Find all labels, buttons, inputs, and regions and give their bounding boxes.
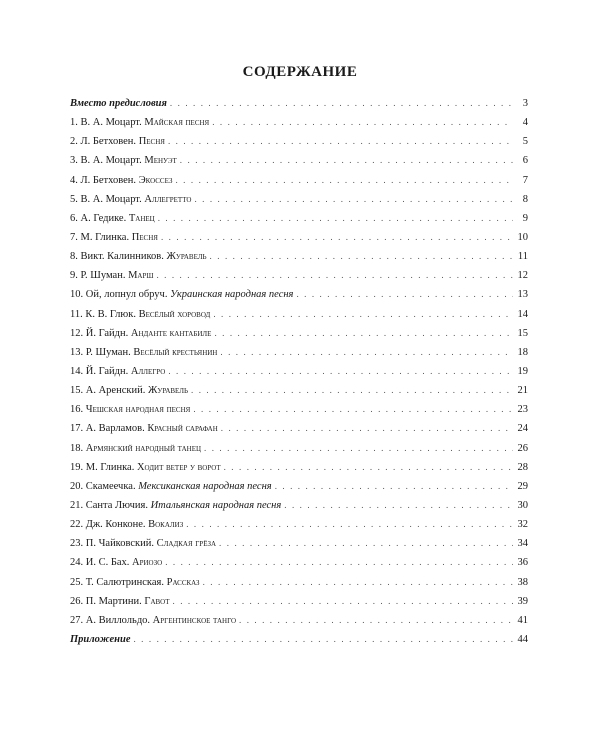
toc-entry-page: 21 [517, 385, 528, 397]
toc-entry [70, 343, 528, 362]
toc-entry [70, 190, 528, 209]
toc-entry-page: 10 [517, 231, 528, 243]
toc-entry-title: Красный сарафан [147, 423, 218, 435]
toc-entry-title: Танец [128, 212, 155, 224]
toc-entry-page: 29 [517, 480, 528, 492]
toc-entry [70, 151, 528, 170]
toc-entry-title: Приложение [70, 633, 131, 645]
toc-entry-page: 26 [517, 442, 528, 454]
toc-entry [70, 439, 528, 458]
toc-entry-number: 11. [70, 308, 86, 320]
toc-entry-label [70, 151, 177, 170]
toc-entry-author: В. А. Моцарт. [80, 193, 145, 205]
toc-entry-number: 22. [70, 519, 86, 531]
toc-entry-page: 5 [522, 136, 528, 148]
toc-entry-page: 3 [522, 98, 528, 109]
toc-entry-page: 9 [522, 212, 528, 224]
toc-entry [70, 381, 528, 400]
toc-entry-author: В. А. Моцарт. [80, 117, 145, 129]
toc-entry-title: Марш [128, 270, 154, 282]
toc-entry-label [70, 285, 293, 304]
toc-entry [70, 362, 528, 381]
toc-entry-page: 23 [517, 404, 528, 416]
toc-entry-number: 4. [70, 174, 81, 186]
toc-entry-number: 25. [70, 576, 86, 588]
toc-entry [70, 553, 528, 572]
toc-entry-page: 28 [517, 461, 528, 473]
toc-entry-page: 39 [517, 595, 528, 607]
dot-leader [224, 458, 513, 477]
toc-entry [70, 630, 528, 649]
toc-entry-page: 13 [517, 289, 528, 301]
toc-entry-author: А. Гедике. [80, 212, 129, 224]
toc-entry-label [70, 171, 172, 190]
toc-entry [70, 515, 528, 534]
dot-leader [219, 534, 513, 553]
toc-entry-number: 19. [70, 461, 86, 473]
dot-leader [180, 151, 513, 170]
dot-leader [168, 132, 513, 151]
toc-entry [70, 592, 528, 611]
toc-entry-author: Скамеечка. [85, 480, 139, 492]
toc-entry-author: Л. Бетховен. [80, 136, 139, 148]
toc-entry [70, 247, 528, 266]
toc-entry-label [70, 343, 217, 362]
toc-entry-page: 44 [517, 633, 528, 645]
toc-entry-title: Менуэт [144, 155, 177, 167]
toc-entry-number: 21. [70, 499, 86, 511]
toc-entry-label [70, 190, 191, 209]
toc-entry-author: М. Глинка. [80, 231, 132, 243]
toc-entry-title: Майская песня [144, 117, 210, 129]
toc-entry-author: А. Виллольдо. [85, 614, 153, 626]
toc-entry-page: 32 [517, 519, 528, 531]
toc-entry-title: Аргентинское танго [152, 614, 236, 626]
toc-entry-title: Журавель [147, 385, 188, 397]
toc-entry-title: Украинская народная песня [170, 289, 294, 301]
toc-entry-label [70, 228, 158, 247]
toc-entry [70, 132, 528, 151]
toc-entry-number: 6. [70, 212, 81, 224]
toc-entry-label [70, 573, 200, 592]
toc-entry-author: Дж. Конконе. [85, 519, 149, 531]
toc-entry-author: В. А. Моцарт. [80, 155, 145, 167]
toc-entry-label [70, 515, 183, 534]
dot-leader [220, 343, 513, 362]
toc-entry-number: 20. [70, 480, 86, 492]
toc-entry-author: И. С. Бах. [85, 557, 133, 569]
toc-entry-number: 18. [70, 442, 86, 454]
toc-entry-label [70, 553, 162, 572]
toc-entry-number: 26. [70, 595, 86, 607]
toc-entry-number: 7. [70, 231, 81, 243]
toc-entry-page: 4 [522, 117, 528, 129]
toc-entry-author: Л. Бетховен. [80, 174, 139, 186]
toc-entry-page: 24 [517, 423, 528, 435]
toc-entry-number: 16. [70, 404, 86, 416]
toc-entry-title: Вокализ [148, 519, 184, 531]
toc-entry [70, 285, 528, 304]
toc-entry-number: 13. [70, 346, 86, 358]
toc-entry-title: Гавот [144, 595, 170, 607]
toc-entry [70, 324, 528, 343]
toc-entry [70, 477, 528, 496]
dot-leader [191, 381, 513, 400]
toc-entry [70, 534, 528, 553]
toc-entry-author: Ой, лопнул обруч. [85, 289, 171, 301]
toc-entry-number: 3. [70, 155, 81, 167]
toc-entry-label [70, 458, 221, 477]
toc-entry-number: 12. [70, 327, 86, 339]
toc-entry-title: Анданте кантабиле [130, 327, 212, 339]
toc-entry-number: 14. [70, 365, 86, 377]
toc-entry-title: Ходит ветер у ворот [136, 461, 221, 473]
toc-entry-page: 30 [517, 499, 528, 511]
toc-entry-number: 10. [70, 289, 86, 301]
dot-leader [158, 209, 513, 228]
dot-leader [156, 266, 513, 285]
toc-entry-label [70, 266, 153, 285]
toc-entry [70, 400, 528, 419]
toc-entry-author: А. Аренский. [85, 385, 148, 397]
toc-entry [70, 209, 528, 228]
toc-entry [70, 266, 528, 285]
toc-entry-label [70, 113, 209, 132]
toc-entry-number: 23. [70, 538, 86, 550]
toc-entry-number: 15. [70, 385, 86, 397]
toc-entry-page: 18 [517, 346, 528, 358]
toc-entry [70, 458, 528, 477]
toc-entry-number: 2. [70, 136, 81, 148]
toc-entry-title: Армянский народный танец [85, 442, 202, 454]
dot-leader [193, 400, 513, 419]
toc-entry-title: Аллегретто [144, 193, 192, 205]
toc-entry-page: 41 [517, 614, 528, 626]
table-of-contents [70, 94, 528, 649]
toc-entry [70, 113, 528, 132]
dot-leader [284, 496, 513, 515]
dot-leader [214, 324, 513, 343]
toc-entry-label [70, 362, 165, 381]
dot-leader [168, 362, 513, 381]
toc-entry-title: Весёлый крестьянин [133, 346, 218, 358]
toc-entry-page: 36 [517, 557, 528, 569]
toc-entry-label [70, 381, 188, 400]
toc-entry-title: Песня [138, 136, 165, 148]
toc-entry-number: 24. [70, 557, 86, 569]
toc-entry-number: 8. [70, 251, 81, 263]
toc-entry-label [70, 247, 207, 266]
toc-entry-title: Вместо предисловия [70, 98, 167, 109]
toc-entry-label [70, 439, 201, 458]
toc-entry-page: 12 [517, 270, 528, 282]
toc-entry-author: А. Варламов. [85, 423, 148, 435]
dot-leader [203, 573, 513, 592]
toc-entry-label [70, 400, 190, 419]
toc-entry-label [70, 477, 272, 496]
dot-leader [275, 477, 513, 496]
toc-entry-author: Р. Шуман. [80, 270, 129, 282]
toc-entry-label [70, 496, 281, 515]
dot-leader [133, 630, 513, 649]
toc-entry-author: Й. Гайдн. [85, 365, 131, 377]
toc-entry-label [70, 209, 155, 228]
toc-entry-author: Викт. Калинников. [80, 251, 167, 263]
toc-entry-author: Т. Салютринская. [85, 576, 167, 588]
toc-entry [70, 496, 528, 515]
toc-entry-page: 38 [517, 576, 528, 588]
dot-leader [221, 419, 513, 438]
toc-entry-title: Мексиканская народная песня [138, 480, 272, 492]
toc-entry [70, 611, 528, 630]
toc-entry-title: Весёлый хоровод [138, 308, 211, 320]
toc-entry-label [70, 132, 165, 151]
dot-leader [186, 515, 513, 534]
toc-entry-label [70, 305, 210, 324]
toc-entry-page: 6 [522, 155, 528, 167]
toc-entry-label [70, 630, 130, 649]
toc-entry [70, 94, 528, 113]
dot-leader [170, 94, 513, 113]
toc-entry-label [70, 611, 236, 630]
toc-entry-title: Журавель [166, 251, 207, 263]
toc-entry-label [70, 592, 170, 611]
toc-entry-title: Ариозо [132, 557, 163, 569]
dot-leader [194, 190, 513, 209]
toc-entry-author: К. В. Глюк. [85, 308, 139, 320]
page-title: СОДЕРЖАНИЕ [242, 64, 358, 80]
toc-entry-number: 9. [70, 270, 81, 282]
toc-entry-title: Сладкая грёза [156, 538, 217, 550]
toc-entry-title: Рассказ [166, 576, 200, 588]
dot-leader [161, 228, 513, 247]
dot-leader [213, 305, 513, 324]
toc-entry-title: Чешская народная песня [85, 404, 191, 416]
dot-leader [173, 592, 513, 611]
toc-entry [70, 419, 528, 438]
toc-entry-author: М. Глинка. [85, 461, 137, 473]
dot-leader [210, 247, 513, 266]
toc-entry [70, 305, 528, 324]
toc-entry-number: 1. [70, 117, 81, 129]
toc-entry-title: Экоссез [138, 174, 173, 186]
toc-entry-page: 11 [517, 251, 528, 263]
toc-entry-page: 34 [517, 538, 528, 550]
toc-entry-number: 17. [70, 423, 86, 435]
toc-entry-page: 19 [517, 365, 528, 377]
dot-leader [212, 113, 513, 132]
dot-leader [204, 439, 513, 458]
toc-entry-page: 7 [522, 174, 528, 186]
toc-entry-label [70, 534, 216, 553]
toc-entry-author: Санта Лючия. [85, 499, 151, 511]
toc-entry-number: 5. [70, 193, 81, 205]
toc-entry-number: 27. [70, 614, 86, 626]
toc-entry-title: Итальянская народная песня [150, 499, 282, 511]
toc-entry-author: Р. Шуман. [85, 346, 134, 358]
toc-entry-label [70, 324, 211, 343]
dot-leader [165, 553, 513, 572]
toc-entry-label [70, 419, 218, 438]
toc-entry-page: 15 [517, 327, 528, 339]
toc-entry-author: П. Мартини. [85, 595, 145, 607]
toc-entry [70, 573, 528, 592]
toc-entry-title: Аллегро [130, 365, 166, 377]
toc-entry-page: 14 [517, 308, 528, 320]
toc-entry-title: Песня [131, 231, 158, 243]
toc-entry-author: Й. Гайдн. [85, 327, 131, 339]
dot-leader [239, 611, 513, 630]
dot-leader [296, 285, 513, 304]
toc-entry-label [70, 94, 167, 113]
dot-leader [175, 171, 513, 190]
toc-entry-author: П. Чайковский. [85, 538, 157, 550]
toc-entry [70, 228, 528, 247]
toc-entry-page: 8 [522, 193, 528, 205]
toc-entry [70, 171, 528, 190]
